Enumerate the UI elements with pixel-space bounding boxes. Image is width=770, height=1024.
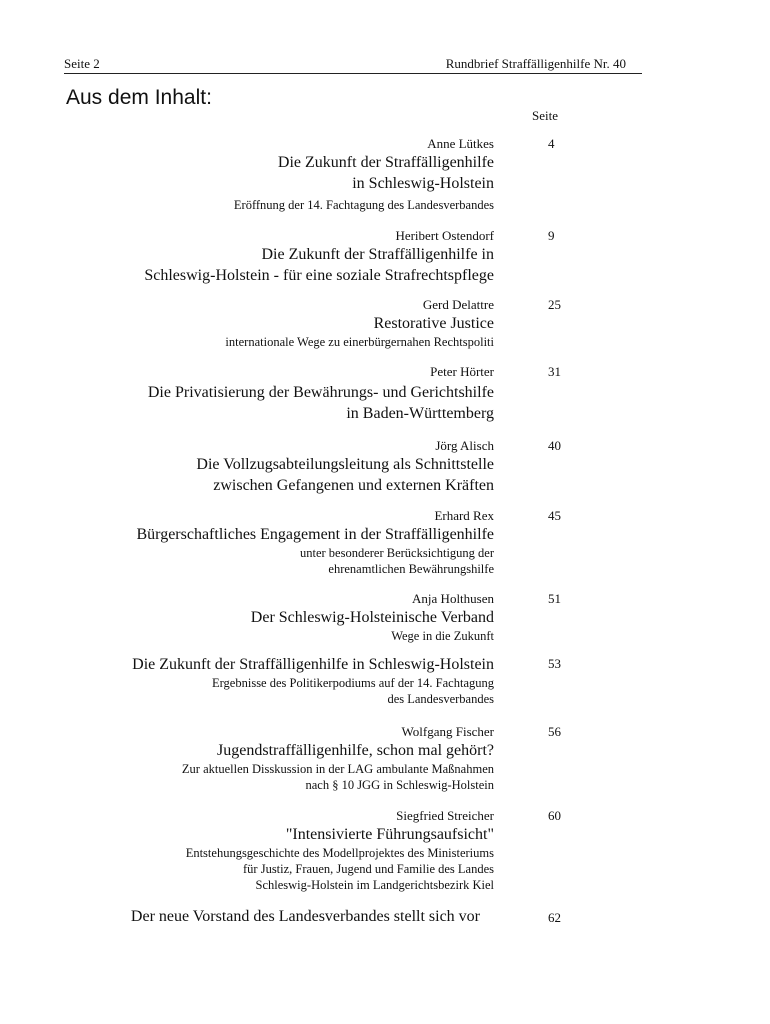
toc-title: Restorative Justice xyxy=(373,315,494,332)
page-title: Aus dem Inhalt: xyxy=(66,86,212,109)
toc-subtitle: für Justiz, Frauen, Jugend und Familie des Landes xyxy=(243,862,494,876)
toc-author: Anja Holthusen xyxy=(412,591,494,606)
toc-page-number: 31 xyxy=(548,364,561,379)
toc-subtitle: Ergebnisse des Politikerpodiums auf der 14. Fachtagung xyxy=(211,676,494,690)
toc-page-number: 25 xyxy=(548,297,561,312)
toc-author: Siegfried Streicher xyxy=(396,808,494,823)
toc-page-number: 4 xyxy=(548,136,555,151)
toc-author: Wolfgang Fischer xyxy=(401,724,494,739)
newsletter-title: Rundbrief Straffälligenhilfe Nr. 40 xyxy=(445,56,626,71)
toc-page-number: 51 xyxy=(548,591,561,606)
toc-page-number: 9 xyxy=(548,228,555,243)
toc-subtitle: unter besonderer Berücksichtigung der xyxy=(299,546,494,560)
toc-title: Der neue Vorstand des Landesverbandes stellt sich vor xyxy=(130,908,480,925)
toc-author: Erhard Rex xyxy=(434,508,494,523)
toc-title: Die Privatisierung der Bewährungs- und Gerichtshilfe xyxy=(147,384,494,401)
toc-entry[interactable] xyxy=(144,228,494,286)
toc-subtitle: Wege in die Zukunft xyxy=(391,629,494,643)
toc-title: Die Zukunft der Straffälligenhilfe xyxy=(277,154,494,171)
toc-entry[interactable] xyxy=(251,591,494,644)
toc-title: in Schleswig-Holstein xyxy=(352,175,494,192)
toc-entry[interactable] xyxy=(182,724,494,793)
toc-subtitle: Eröffnung der 14. Fachtagung des Landesverbandes xyxy=(233,198,494,212)
toc-subtitle: Zur aktuellen Disskussion in der LAG ambulante Maßnahmen xyxy=(181,762,494,776)
toc-author: Anne Lütkes xyxy=(427,136,494,151)
page-column-label: Seite xyxy=(532,108,558,123)
toc-subtitle: Schleswig-Holstein im Landgerichtsbezirk Kiel xyxy=(255,878,494,892)
toc-entry[interactable] xyxy=(196,438,494,496)
toc-entry[interactable] xyxy=(186,808,494,893)
toc-title: Jugendstraffälligenhilfe, schon mal gehört? xyxy=(217,742,494,759)
toc-title: Die Zukunft der Straffälligenhilfe in Schleswig-Holstein xyxy=(132,656,494,673)
toc-title: Die Vollzugsabteilungsleitung als Schnittstelle xyxy=(196,456,494,473)
toc-author: Gerd Delattre xyxy=(422,297,494,312)
toc-subtitle: nach § 10 JGG in Schleswig-Holstein xyxy=(305,778,494,792)
toc-page-number: 62 xyxy=(548,910,561,925)
toc-title: Die Zukunft der Straffälligenhilfe in xyxy=(261,246,494,263)
toc-entry[interactable] xyxy=(234,136,494,213)
toc-page-number: 53 xyxy=(548,656,561,671)
toc-title: "Intensivierte Führungsaufsicht" xyxy=(285,826,494,843)
toc-subtitle: internationale Wege zu einerbürgernahen Rechtspoliti xyxy=(225,335,494,349)
toc-subtitle: ehrenamtlichen Bewährungshilfe xyxy=(328,562,494,576)
page-number-label: Seite 2 xyxy=(64,56,100,71)
toc-subtitle: des Landesverbandes xyxy=(387,692,494,706)
toc-entry[interactable] xyxy=(132,654,494,707)
running-header xyxy=(64,56,642,74)
toc-author: Heribert Ostendorf xyxy=(395,228,494,243)
toc-page-number: 45 xyxy=(548,508,561,523)
toc-author: Jörg Alisch xyxy=(435,438,494,453)
toc-page-number: 60 xyxy=(548,808,561,823)
toc-page-number: 40 xyxy=(548,438,561,453)
toc-title: Schleswig-Holstein - für eine soziale Strafrechtspflege xyxy=(144,267,494,284)
toc-subtitle: Entstehungsgeschichte des Modellprojektes des Ministeriums xyxy=(185,846,494,860)
toc-entry[interactable] xyxy=(225,297,494,350)
toc-title: in Baden-Württemberg xyxy=(346,405,494,422)
toc-author: Peter Hörter xyxy=(430,364,494,379)
toc-page-number: 56 xyxy=(548,724,561,739)
toc-title: Bürgerschaftliches Engagement in der Straffälligenhilfe xyxy=(136,526,494,543)
toc-entry[interactable] xyxy=(136,508,494,577)
toc-title: Der Schleswig-Holsteinische Verband xyxy=(250,609,494,626)
toc-title: zwischen Gefangenen und externen Kräften xyxy=(213,477,494,494)
toc-entry[interactable] xyxy=(131,906,480,927)
toc-entry[interactable] xyxy=(148,364,494,424)
